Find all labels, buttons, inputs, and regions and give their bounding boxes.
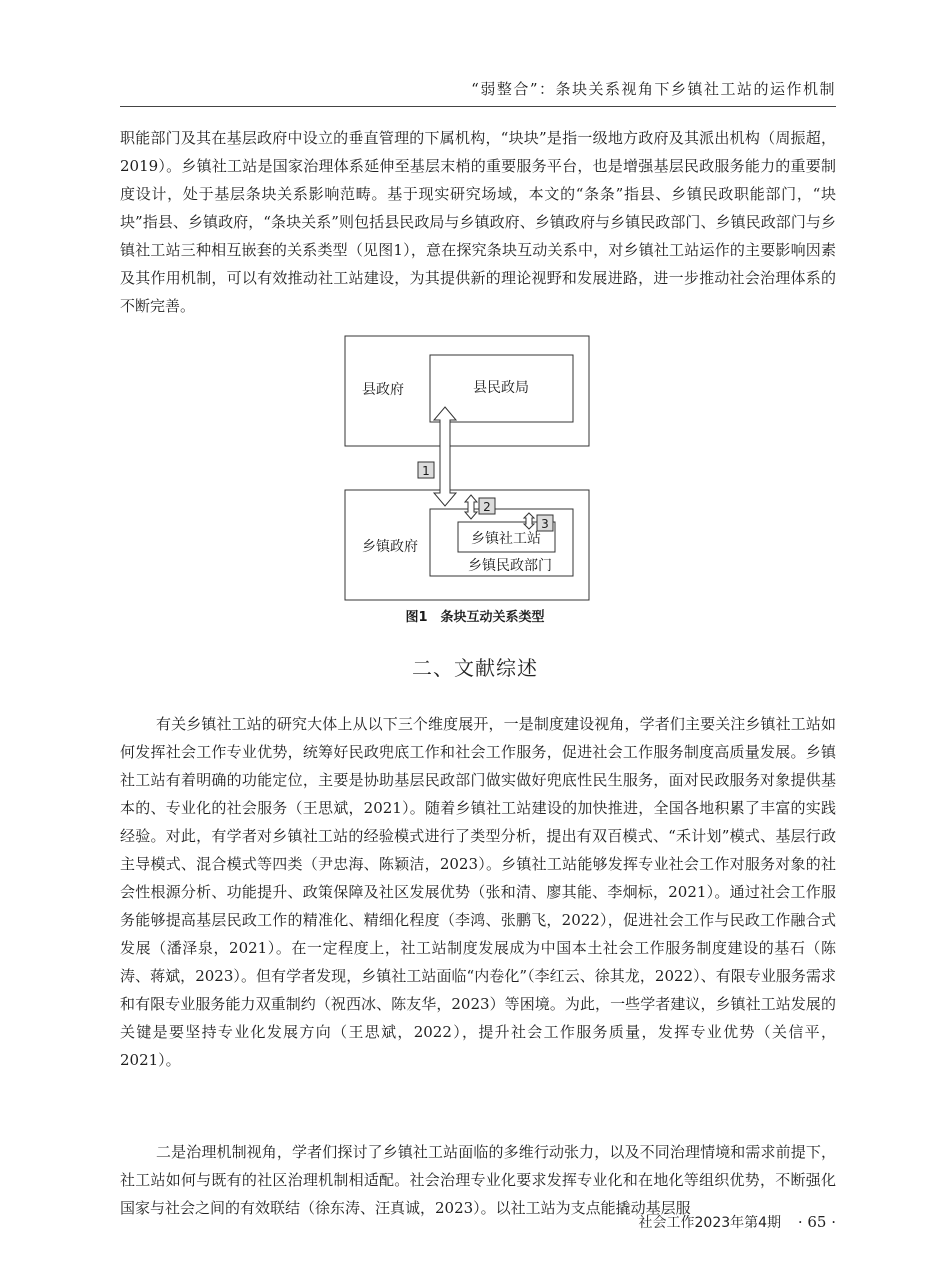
paragraph-literature-1: 有关乡镇社工站的研究大体上从以下三个维度展开，一是制度建设视角，学者们主要关注乡镇社工站如何发挥社会工作专业优势，统筹好民政兜底工作和社会工作服务，促进社会工作服务制度高质量发展。乡镇社工站有着明确的功能定位，主要是协助基层民政部门做实做好兜底性民生服务，面对民政服务对象提供基本的、专业化的社会服务（王思斌，2021）。随着乡镇社工站建设的加快推进，全国各地积累了丰富的实践经验。对此，有学者对乡镇社工站的经验模式进行了类型分析，提出有双百模式、“禾计划”模式、基层行政主导模式、混合模式等四类（尹忠海、陈颖洁，2023）。乡镇社工站能够发挥专业社会工作对服务对象的社会性根源分析、功能提升、政策保障及社区发展优势（张和清、廖其能、李炯标，2021）。通过社会工作服务能够提高基层民政工作的精准化、精细化程度（李鸿、张鹏飞，2022），促进社会工作与民政工作融合式发展（潘泽泉，2021）。在一定程度上，社工站制度发展成为中国本土社会工作服务制度建设的基石（陈涛、蒋斌，2023）。但有学者发现，乡镇社工站面临“内卷化”（李红云、徐其龙，2022）、有限专业服务需求和有限专业服务能力双重制约（祝西冰、陈友华，2023）等困境。为此，一些学者建议，乡镇社工站发展的关键是要坚持专业化发展方向（王思斌，2022），提升社会工作服务质量，发挥专业优势（关信平，2021）。 [120,715,836,1069]
page-number: · 65 · [797,1213,836,1231]
figure-caption: 图1 条块互动关系类型 [405,610,545,625]
county-gov-label: 县政府 [362,382,404,398]
page-footer [0,1212,836,1232]
journal-issue: 社会工作2023年第4期 [638,1215,782,1231]
social-work-station-label: 乡镇社工站 [471,531,541,547]
relation-label-1: 1 [422,464,430,478]
county-civil-bureau-label: 县民政局 [473,380,529,396]
relation-label-2: 2 [483,500,491,514]
relation-label-3: 3 [541,517,549,531]
township-gov-label: 乡镇政府 [362,539,418,555]
paragraph-literature-2: 二是治理机制视角，学者们探讨了乡镇社工站面临的多维行动张力，以及不同治理情境和需求前提下，社工站如何与既有的社区治理机制相适配。社会治理专业化要求发挥专业化和在地化等组织优势，不断强化国家与社会之间的有效联结（徐东涛、汪真诚，2023）。以社工站为支点能撬动基层服 [120,1143,836,1217]
township-civil-dept-label: 乡镇民政部门 [468,558,552,574]
paragraph-continuation: 职能部门及其在基层政府中设立的垂直管理的下属机构，“块块”是指一级地方政府及其派出机构（周振超，2019）。乡镇社工站是国家治理体系延伸至基层末梢的重要服务平台，也是增强基层民政服务能力的重要制度设计，处于基层条块关系影响范畴。基于现实研究场域，本文的“条条”指县、乡镇民政职能部门，“块块”指县、乡镇政府，“条块关系”则包括县民政局与乡镇政府、乡镇政府与乡镇民政部门、乡镇民政部门与乡镇社工站三种相互嵌套的关系类型（见图1），意在探究条块互动关系中，对乡镇社工站运作的主要影响因素及其作用机制，可以有效推动社工站建设，为其提供新的理论视野和发展进路，进一步推动社会治理体系的不断完善。 [120,129,836,315]
section-heading: 二、文献综述 [412,656,538,680]
running-head: “弱整合”：条块关系视角下乡镇社工站的运作机制 [471,80,836,98]
